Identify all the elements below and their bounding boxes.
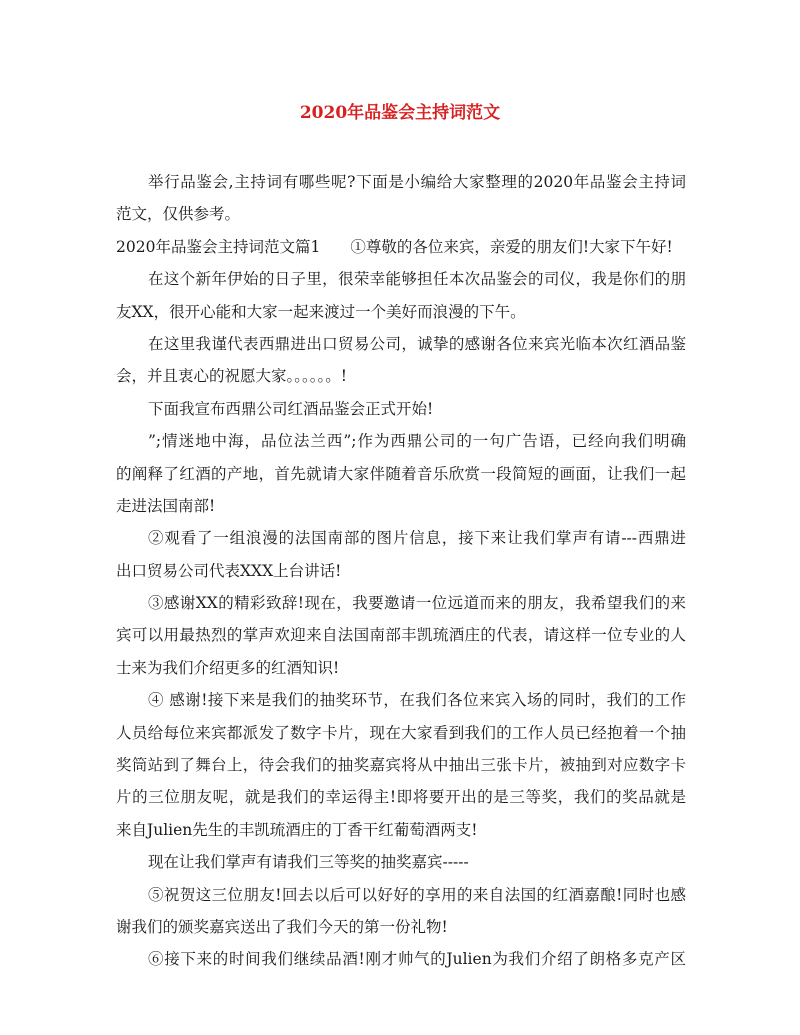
text-line: ②观看了一组浪漫的法国南部的图片信息，接下来让我们掌声有请---西鼎进 xyxy=(148,529,686,548)
text-line: 宾可以用最热烈的掌声欢迎来自法国南部丰凯琉酒庄的代表，请这样一位专业的人 xyxy=(116,626,686,645)
text-line: 谢我们的颁奖嘉宾送出了我们今天的第一份礼物! xyxy=(116,917,448,936)
text-line: 举行品鉴会,主持词有哪些呢?下面是小编给大家整理的2020年品鉴会主持词 xyxy=(148,173,686,191)
text-line: 友XX，很开心能和大家一起来渡过一个美好而浪漫的下午。 xyxy=(116,302,526,321)
text-line: 下面我宣布西鼎公司红酒品鉴会正式开始! xyxy=(148,399,434,418)
text-line: 现在让我们掌声有请我们三等奖的抽奖嘉宾----- xyxy=(148,853,469,872)
text-line: 在这个新年伊始的日子里，很荣幸能够担任本次品鉴会的司仪，我是你们的朋 xyxy=(148,270,686,289)
text-line: 士来为我们介绍更多的红酒知识! xyxy=(116,658,340,677)
text-line: ④ 感谢!接下来是我们的抽奖环节，在我们各位来宾入场的同时，我们的工作 xyxy=(148,691,686,710)
text-span: ①尊敬的各位来宾，亲爱的朋友们!大家下午好! xyxy=(350,237,673,256)
text-line: 在这里我谨代表西鼎进出口贸易公司，诚挚的感谢各位来宾光临本次红酒品鉴 xyxy=(148,334,686,353)
text-line: ⑥接下来的时间我们继续品酒!刚才帅气的Julien为我们介绍了朗格多克产区 xyxy=(148,950,686,969)
section-heading-line xyxy=(116,231,686,263)
text-line: 走进法国南部! xyxy=(116,496,216,515)
text-line: 来自Julien先生的丰凯琉酒庄的丁香干红葡萄酒两支! xyxy=(116,820,478,839)
document-body xyxy=(116,166,686,976)
section-heading: 2020年品鉴会主持词范文篇1 xyxy=(116,237,321,256)
text-line: 片的三位朋友呢，就是我们的幸运得主!即将要开出的是三等奖，我们的奖品就是 xyxy=(116,788,686,807)
text-line: 奖筒站到了舞台上，待会我们的抽奖嘉宾将从中抽出三张卡片，被抽到对应数字卡 xyxy=(116,756,686,775)
document-title: 2020年品鉴会主持词范文 xyxy=(299,103,501,123)
text-line: ③感谢XX的精彩致辞!现在，我要邀请一位远道而来的朋友，我希望我们的来 xyxy=(148,594,686,613)
text-line: 范文，仅供参考。 xyxy=(116,205,241,224)
text-line: 人员给每位来宾都派发了数字卡片，现在大家看到我们的工作人员已经抱着一个抽 xyxy=(116,723,686,742)
text-line: ”;情迷地中海，品位法兰西”;作为西鼎公司的一句广告语，已经向我们明确 xyxy=(148,432,686,451)
text-line: 的阐释了红酒的产地，首先就请大家伴随着音乐欣赏一段简短的画面，让我们一起 xyxy=(116,464,686,483)
text-line: ⑤祝贺这三位朋友!回去以后可以好好的享用的来自法国的红酒嘉酿!同时也感 xyxy=(148,885,686,904)
text-line: 会，并且衷心的祝愿大家。。。。。。! xyxy=(116,367,347,386)
text-line: 出口贸易公司代表XXX上台讲话! xyxy=(116,561,342,580)
